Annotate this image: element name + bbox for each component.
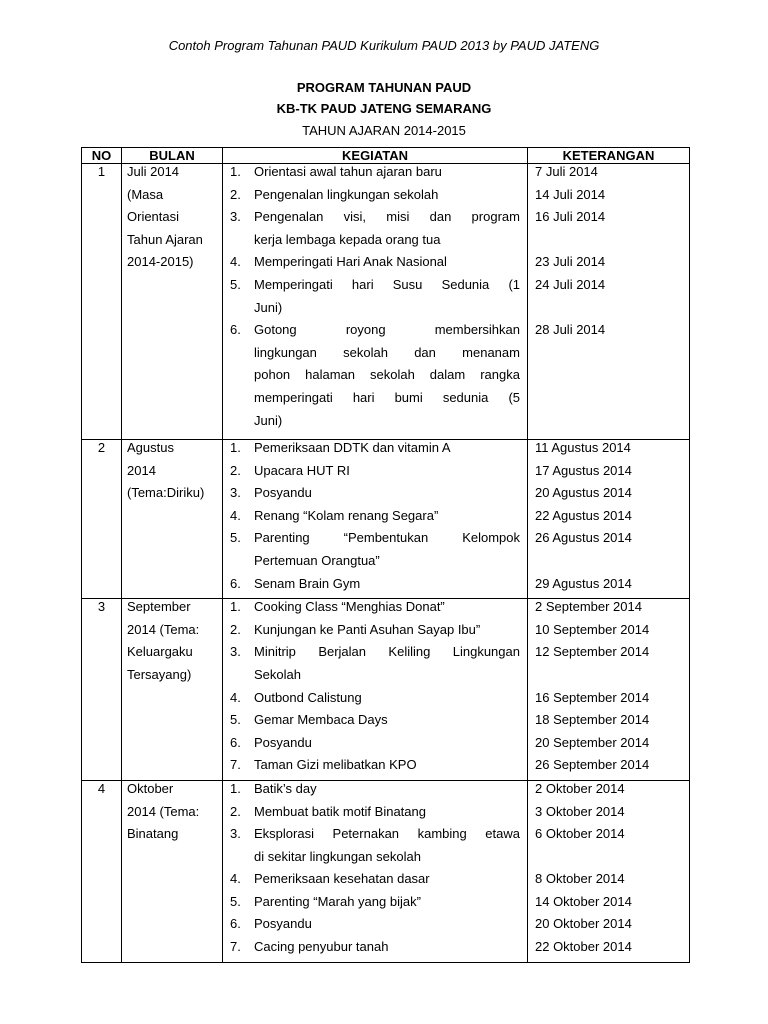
- keterangan-date: 2 Oktober 2014: [535, 780, 625, 796]
- kegiatan-number: 2.: [230, 803, 241, 819]
- keterangan-date: 3 Oktober 2014: [535, 803, 625, 819]
- kegiatan-number: 4.: [230, 689, 241, 705]
- kegiatan-text: [254, 871, 527, 894]
- kegiatan-number: 3.: [230, 485, 241, 501]
- kegiatan-text: [254, 530, 527, 575]
- word: sekolah: [343, 344, 388, 360]
- table-body: [82, 164, 690, 963]
- kegiatan-item: [223, 916, 527, 939]
- word: pohon: [254, 367, 291, 383]
- kegiatan-text: [254, 781, 527, 804]
- kegiatan-line: [254, 322, 520, 345]
- kegiatan-text: [254, 209, 527, 254]
- kegiatan-line: [254, 209, 520, 232]
- kegiatan-line: Parenting “Marah yang bijak”: [254, 893, 421, 909]
- bulan-line: September: [127, 599, 191, 615]
- table-header-row: [82, 148, 690, 164]
- kegiatan-number: 6.: [230, 916, 241, 932]
- word: membersihkan: [434, 322, 520, 338]
- cell-no: [82, 599, 122, 781]
- kegiatan-line: Pertemuan Orangtua”: [254, 552, 380, 568]
- word: lingkungan: [254, 344, 317, 360]
- cell-kegiatan: [223, 780, 528, 962]
- word: Lingkungan: [452, 644, 520, 660]
- keterangan-date: 24 Juli 2014: [535, 276, 606, 292]
- kegiatan-text: [254, 277, 527, 322]
- header-kegiatan: KEGIATAN: [223, 148, 528, 164]
- kegiatan-item: [223, 757, 527, 780]
- cell-bulan: [122, 440, 223, 599]
- kegiatan-line: Senam Brain Gym: [254, 575, 361, 591]
- word: sedunia: [442, 389, 489, 405]
- kegiatan-line: Memperingati Hari Anak Nasional: [254, 254, 447, 270]
- kegiatan-line: Gemar Membaca Days: [254, 712, 388, 728]
- kegiatan-item: [223, 508, 527, 531]
- kegiatan-line: Pengenalan lingkungan sekolah: [254, 186, 439, 202]
- word: Keliling: [388, 644, 431, 660]
- kegiatan-line: kerja lembaga kepada orang tua: [254, 231, 441, 247]
- bulan-line: (Masa: [127, 186, 164, 202]
- kegiatan-number: 2.: [230, 621, 241, 637]
- kegiatan-item: [223, 871, 527, 894]
- header-no: NO: [82, 148, 122, 164]
- keterangan-date: 11 Agustus 2014: [535, 440, 631, 455]
- header-bulan: BULAN: [122, 148, 223, 164]
- kegiatan-item: [223, 187, 527, 210]
- kegiatan-line: Membuat batik motif Binatang: [254, 803, 426, 819]
- kegiatan-line: [254, 345, 520, 368]
- word: hari: [352, 389, 375, 405]
- word: royong: [345, 322, 386, 338]
- kegiatan-number: 7.: [230, 757, 241, 773]
- row-number: 2: [97, 440, 106, 455]
- word: Peternakan: [332, 826, 400, 842]
- kegiatan-text: [254, 894, 527, 917]
- kegiatan-item: [223, 164, 527, 187]
- word: halaman: [305, 367, 356, 383]
- keterangan-date: 29 Agustus 2014: [535, 575, 632, 591]
- kegiatan-item: [223, 826, 527, 871]
- word: Susu: [392, 276, 423, 292]
- kegiatan-item: [223, 277, 527, 322]
- kegiatan-item: [223, 322, 527, 435]
- word: Gotong: [254, 322, 297, 338]
- bulan-line: Keluargaku: [127, 644, 193, 660]
- header-keterangan: KETERANGAN: [528, 148, 690, 164]
- word: sekolah: [370, 367, 415, 383]
- kegiatan-text: [254, 804, 527, 827]
- keterangan-date: 14 Oktober 2014: [535, 893, 632, 909]
- keterangan-date: [528, 849, 689, 872]
- kegiatan-number: 4.: [230, 871, 241, 887]
- kegiatan-text: [254, 440, 527, 463]
- kegiatan-line: [254, 644, 520, 667]
- cell-bulan: [122, 780, 223, 962]
- word: (1: [508, 276, 520, 292]
- keterangan-date: 28 Juli 2014: [535, 322, 606, 338]
- kegiatan-number: 4.: [230, 254, 241, 270]
- word: (5: [508, 389, 520, 405]
- kegiatan-text: [254, 622, 527, 645]
- kegiatan-text: [254, 939, 527, 962]
- kegiatan-number: 6.: [230, 575, 241, 591]
- word: memperingati: [254, 389, 333, 405]
- table-row: [82, 164, 690, 440]
- kegiatan-text: [254, 576, 527, 599]
- bulan-line: Tahun Ajaran: [127, 231, 203, 247]
- kegiatan-item: [223, 209, 527, 254]
- word: menanam: [462, 344, 520, 360]
- kegiatan-text: [254, 463, 527, 486]
- keterangan-date: 10 September 2014: [535, 621, 650, 637]
- word: bumi: [394, 389, 423, 405]
- keterangan-date: 26 September 2014: [535, 757, 650, 773]
- word: “Pembentukan: [343, 530, 429, 546]
- cell-keterangan: [528, 440, 690, 599]
- kegiatan-text: [254, 690, 527, 713]
- word: Minitrip: [254, 644, 296, 660]
- bulan-line: 2014 (Tema:: [127, 621, 200, 637]
- kegiatan-item: [223, 440, 527, 463]
- kegiatan-line: Posyandu: [254, 734, 312, 750]
- cell-kegiatan: [223, 599, 528, 781]
- kegiatan-item: [223, 894, 527, 917]
- kegiatan-number: 6.: [230, 322, 241, 338]
- kegiatan-number: 5.: [230, 712, 241, 728]
- kegiatan-line: Kunjungan ke Panti Asuhan Sayap Ibu”: [254, 621, 481, 637]
- table-row: [82, 599, 690, 781]
- kegiatan-line: Upacara HUT RI: [254, 462, 350, 478]
- kegiatan-line: Outbond Calistung: [254, 689, 362, 705]
- kegiatan-number: 3.: [230, 644, 241, 660]
- word: kambing: [417, 826, 467, 842]
- cell-kegiatan: [223, 164, 528, 440]
- kegiatan-text: [254, 164, 527, 187]
- document-title: PROGRAM TAHUNAN PAUD: [296, 80, 472, 95]
- word: visi,: [343, 209, 367, 225]
- keterangan-date: [528, 232, 689, 255]
- keterangan-date: 18 September 2014: [535, 712, 650, 728]
- kegiatan-text: [254, 485, 527, 508]
- word: rangka: [480, 367, 520, 383]
- kegiatan-item: [223, 463, 527, 486]
- kegiatan-item: [223, 712, 527, 735]
- keterangan-date: 22 Agustus 2014: [535, 507, 632, 523]
- kegiatan-line: [254, 277, 520, 300]
- word: Eksplorasi: [254, 826, 314, 842]
- kegiatan-line: Pemeriksaan kesehatan dasar: [254, 871, 430, 887]
- kegiatan-item: [223, 939, 527, 962]
- keterangan-date: 2 September 2014: [535, 599, 642, 615]
- keterangan-date: 23 Juli 2014: [535, 254, 606, 270]
- cell-no: [82, 780, 122, 962]
- kegiatan-number: 2.: [230, 186, 241, 202]
- bulan-line: Binatang: [127, 826, 179, 842]
- kegiatan-item: [223, 576, 527, 599]
- bulan-line: Oktober: [127, 780, 174, 796]
- keterangan-date: 20 Oktober 2014: [535, 916, 632, 932]
- kegiatan-number: 6.: [230, 734, 241, 750]
- kegiatan-text: [254, 916, 527, 939]
- kegiatan-line: Batik’s day: [254, 780, 317, 796]
- keterangan-date: [528, 300, 689, 323]
- keterangan-date: [528, 413, 689, 436]
- kegiatan-item: [223, 735, 527, 758]
- bulan-line: (Tema:Diriku): [127, 485, 205, 501]
- keterangan-date: 12 September 2014: [535, 644, 650, 660]
- row-number: 1: [97, 164, 106, 179]
- keterangan-date: [528, 553, 689, 576]
- kegiatan-text: [254, 187, 527, 210]
- keterangan-date: 6 Oktober 2014: [535, 826, 625, 842]
- kegiatan-line: [254, 390, 520, 413]
- word: misi: [386, 209, 410, 225]
- kegiatan-line: Cooking Class “Menghias Donat”: [254, 599, 445, 615]
- cell-no: [82, 164, 122, 440]
- kegiatan-text: [254, 644, 527, 689]
- kegiatan-line: Juni): [254, 412, 283, 428]
- kegiatan-number: 1.: [230, 164, 241, 179]
- word: hari: [351, 276, 374, 292]
- kegiatan-number: 1.: [230, 440, 241, 455]
- keterangan-date: 16 Juli 2014: [535, 209, 606, 225]
- kegiatan-text: [254, 735, 527, 758]
- kegiatan-text: [254, 508, 527, 531]
- kegiatan-item: [223, 254, 527, 277]
- keterangan-date: 26 Agustus 2014: [535, 530, 632, 546]
- kegiatan-number: 3.: [230, 209, 241, 225]
- keterangan-date: 7 Juli 2014: [535, 164, 598, 179]
- kegiatan-item: [223, 530, 527, 575]
- table-row: [82, 440, 690, 599]
- cell-keterangan: [528, 599, 690, 781]
- kegiatan-number: 1.: [230, 599, 241, 615]
- row-number: 4: [97, 780, 106, 796]
- kegiatan-item: [223, 644, 527, 689]
- word: Pengenalan: [254, 209, 324, 225]
- document-header: Contoh Program Tahunan PAUD Kurikulum PAUD 2013 by PAUD JATENG: [168, 38, 600, 53]
- word: Memperingati: [254, 276, 333, 292]
- word: Berjalan: [318, 644, 367, 660]
- kegiatan-line: [254, 367, 520, 390]
- word: etawa: [485, 826, 520, 842]
- kegiatan-line: Cacing penyubur tanah: [254, 939, 389, 955]
- cell-kegiatan: [223, 440, 528, 599]
- bulan-line: Tersayang): [127, 666, 192, 682]
- kegiatan-line: Taman Gizi melibatkan KPO: [254, 757, 417, 773]
- kegiatan-number: 2.: [230, 462, 241, 478]
- kegiatan-number: 5.: [230, 893, 241, 909]
- kegiatan-text: [254, 757, 527, 780]
- bulan-line: 2014: [127, 462, 156, 478]
- kegiatan-item: [223, 599, 527, 622]
- keterangan-date: [528, 367, 689, 390]
- word: dan: [429, 209, 452, 225]
- program-table: [81, 147, 690, 963]
- word: dalam: [429, 367, 466, 383]
- kegiatan-text: [254, 254, 527, 277]
- kegiatan-line: [254, 826, 520, 849]
- word: Sedunia: [441, 276, 490, 292]
- document-subtitle: KB-TK PAUD JATENG SEMARANG: [276, 101, 492, 116]
- keterangan-date: 20 September 2014: [535, 734, 650, 750]
- keterangan-date: 8 Oktober 2014: [535, 871, 625, 887]
- cell-no: [82, 440, 122, 599]
- kegiatan-text: [254, 322, 527, 435]
- kegiatan-line: Pemeriksaan DDTK dan vitamin A: [254, 440, 451, 455]
- keterangan-date: 16 September 2014: [535, 689, 650, 705]
- kegiatan-item: [223, 781, 527, 804]
- bulan-line: Agustus: [127, 440, 174, 455]
- kegiatan-text: [254, 826, 527, 871]
- kegiatan-item: [223, 804, 527, 827]
- kegiatan-line: Posyandu: [254, 916, 312, 932]
- kegiatan-line: Orientasi awal tahun ajaran baru: [254, 164, 442, 179]
- kegiatan-line: di sekitar lingkungan sekolah: [254, 848, 421, 864]
- word: Parenting: [254, 530, 310, 546]
- word: program: [471, 209, 520, 225]
- cell-keterangan: [528, 164, 690, 440]
- kegiatan-text: [254, 599, 527, 622]
- kegiatan-number: 4.: [230, 507, 241, 523]
- kegiatan-line: Renang “Kolam renang Segara”: [254, 507, 439, 523]
- word: dan: [414, 344, 436, 360]
- bulan-line: 2014 (Tema:: [127, 803, 200, 819]
- cell-bulan: [122, 164, 223, 440]
- bulan-line: 2014-2015): [127, 254, 194, 270]
- keterangan-date: [528, 345, 689, 368]
- kegiatan-item: [223, 622, 527, 645]
- keterangan-date: 20 Agustus 2014: [535, 485, 632, 501]
- kegiatan-line: Juni): [254, 299, 283, 315]
- cell-keterangan: [528, 780, 690, 962]
- keterangan-date: 14 Juli 2014: [535, 186, 606, 202]
- keterangan-date: 22 Oktober 2014: [535, 939, 632, 955]
- keterangan-date: [528, 390, 689, 413]
- kegiatan-number: 3.: [230, 826, 241, 842]
- academic-year: TAHUN AJARAN 2014-2015: [302, 123, 466, 138]
- kegiatan-item: [223, 485, 527, 508]
- kegiatan-line: Sekolah: [254, 666, 301, 682]
- word: Kelompok: [462, 530, 520, 546]
- bulan-line: Orientasi: [127, 209, 180, 225]
- kegiatan-line: [254, 530, 520, 553]
- kegiatan-number: 5.: [230, 276, 241, 292]
- table-row: [82, 780, 690, 962]
- keterangan-date: [528, 667, 689, 690]
- kegiatan-number: 5.: [230, 530, 241, 546]
- cell-bulan: [122, 599, 223, 781]
- row-number: 3: [97, 599, 106, 615]
- bulan-line: Juli 2014: [127, 164, 180, 179]
- kegiatan-number: 1.: [230, 780, 241, 796]
- kegiatan-line: Posyandu: [254, 485, 312, 501]
- keterangan-date: 17 Agustus 2014: [535, 462, 632, 478]
- kegiatan-number: 7.: [230, 939, 241, 955]
- kegiatan-text: [254, 712, 527, 735]
- kegiatan-item: [223, 690, 527, 713]
